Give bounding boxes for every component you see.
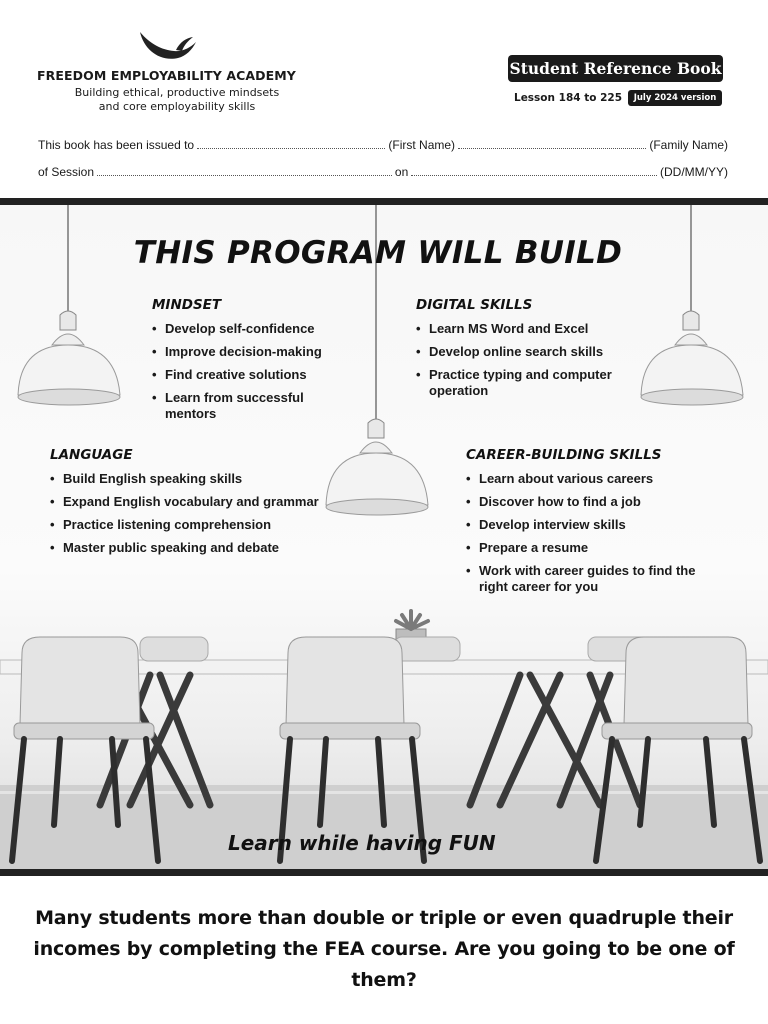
first-name-label: (First Name) [388,138,456,152]
list-item: • Discover how to find a job [466,494,716,510]
issued-to-label: This book has been issued to [38,138,195,152]
issued-to-line [38,136,728,152]
section-heading: LANGUAGE [50,447,133,463]
tagline-line-1: Building ethical, productive mindsets [74,86,280,99]
pendant-lamp-center-icon [326,419,428,515]
hero-banner [0,205,768,869]
closing-statement: Many students more than double or triple or even quadruple their incomes by completing the FEA course. Are you going to be one of them? [33,907,735,991]
date-label: (DD/MM/YY) [660,165,728,179]
session-field[interactable] [97,175,392,176]
list-item: • Develop self-confidence [152,321,352,337]
on-label: on [394,165,409,179]
first-name-field[interactable] [197,148,385,149]
list-item: • Develop interview skills [466,517,716,533]
tagline-line-2: and core employability skills [98,100,256,113]
list-item: • Build English speaking skills [50,471,320,487]
section-heading: DIGITAL SKILLS [416,297,533,313]
list-item: • Learn from successful mentors [152,390,352,422]
section-heading: MINDSET [152,297,222,313]
family-name-field[interactable] [458,148,646,149]
hero-title: THIS PROGRAM WILL BUILD [133,235,623,271]
section-digital-skills [416,297,656,406]
list-item: • Practice listening comprehension [50,517,320,533]
pendant-lamp-left-icon [18,311,120,405]
bottom-divider [0,869,768,876]
date-field[interactable] [411,175,657,176]
org-name: FREEDOM EMPLOYABILITY ACADEMY [37,68,296,83]
list-item: • Find creative solutions [152,367,352,383]
version-badge: July 2024 version [628,90,722,106]
session-line [38,163,728,179]
family-name-label: (Family Name) [649,138,729,152]
list-item: • Learn MS Word and Excel [416,321,656,337]
section-career-building-skills [466,447,716,602]
header [0,0,768,198]
list-item: • Learn about various careers [466,471,716,487]
list-item: • Master public speaking and debate [50,540,320,556]
pendant-lamp-right-icon [641,311,743,405]
list-item: • Prepare a resume [466,540,716,556]
section-heading: CAREER-BUILDING SKILLS [466,447,662,463]
section-language [50,447,320,563]
list-item: • Work with career guides to find the right career for you [466,563,716,595]
list-item: • Develop online search skills [416,344,656,360]
top-divider [0,198,768,205]
swoosh-bird-logo-icon [136,28,198,66]
list-item: • Improve decision-making [152,344,352,360]
book-title-badge: Student Reference Book [508,55,723,82]
session-label: of Session [38,165,95,179]
list-item: • Practice typing and computer operation [416,367,656,399]
section-mindset [152,297,352,429]
hero-caption: Learn while having FUN [228,831,496,855]
lesson-range: Lesson 184 to 225 [514,92,623,104]
list-item: • Expand English vocabulary and grammar [50,494,320,510]
tagline [37,86,317,114]
